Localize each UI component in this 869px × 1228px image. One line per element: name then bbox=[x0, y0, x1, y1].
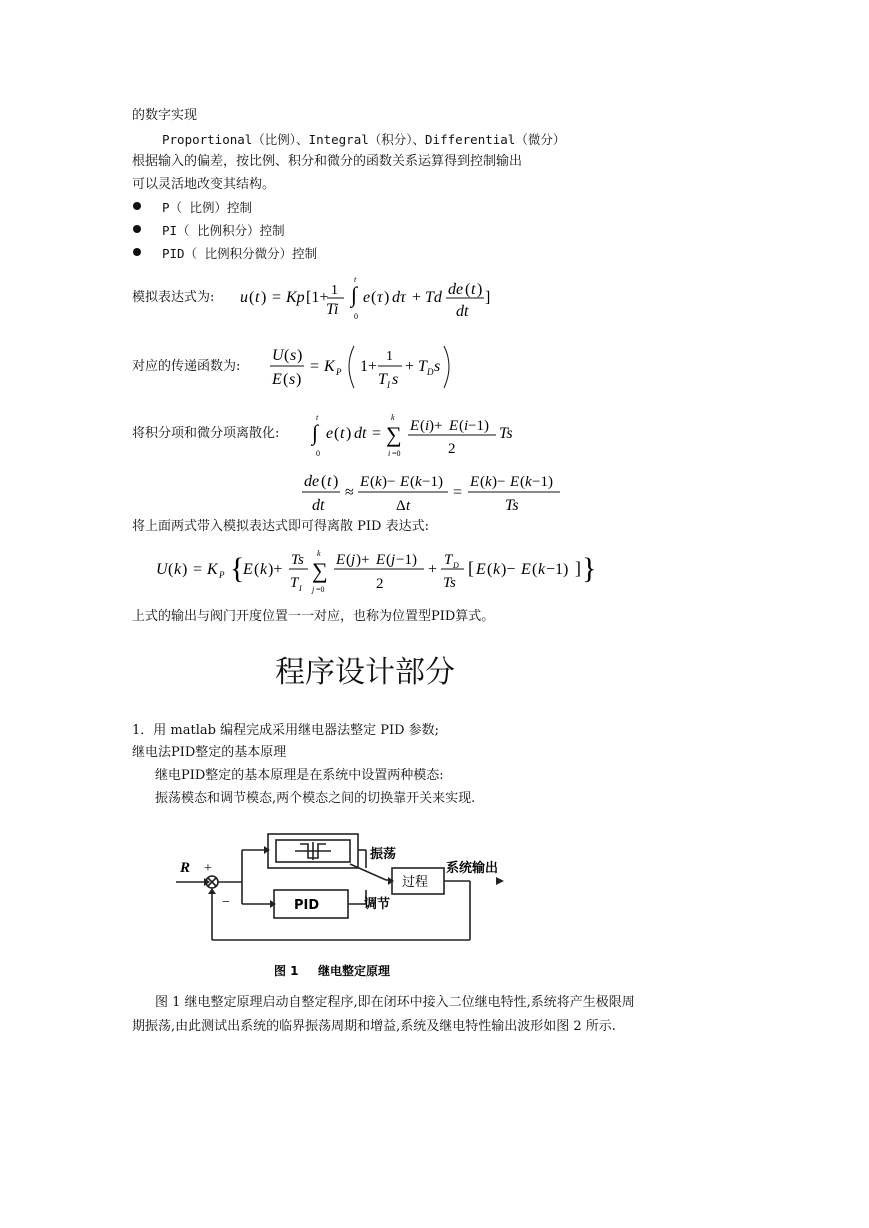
label-substitute: 将上面两式带入模拟表达式即可得离散 PID 表达式: bbox=[132, 519, 429, 534]
svg-text:=: = bbox=[310, 358, 320, 375]
svg-text:dt: dt bbox=[312, 497, 325, 514]
equation-analog bbox=[232, 272, 502, 324]
svg-text:−1): −1) bbox=[422, 474, 443, 490]
svg-text:(: ( bbox=[334, 425, 340, 442]
svg-text:=: = bbox=[453, 484, 463, 501]
svg-text:(: ( bbox=[254, 561, 260, 578]
section-line-4: 振荡模态和调节模态,两个模态之间的切换靠开关来实现. bbox=[155, 791, 476, 806]
equation-integral bbox=[306, 408, 536, 460]
svg-text:E: E bbox=[400, 474, 410, 490]
svg-text:j: j bbox=[312, 585, 315, 594]
svg-text:k: k bbox=[538, 561, 546, 578]
svg-text:(: ( bbox=[386, 552, 391, 568]
svg-text:dt: dt bbox=[354, 425, 367, 442]
svg-text:j: j bbox=[351, 552, 356, 568]
svg-text:)−: )− bbox=[382, 474, 396, 490]
label-discretize: 将积分项和微分项离散化: bbox=[132, 426, 280, 441]
svg-text:=: = bbox=[372, 425, 382, 442]
svg-text:t: t bbox=[340, 425, 345, 442]
svg-text:E: E bbox=[360, 474, 370, 490]
svg-text:): ) bbox=[296, 371, 302, 388]
svg-text:): ) bbox=[477, 281, 483, 298]
svg-text:D: D bbox=[427, 367, 434, 377]
svg-text:+: + bbox=[428, 561, 438, 578]
svg-text:T: T bbox=[418, 358, 427, 375]
svg-text:−1): −1) bbox=[396, 552, 417, 568]
svg-text:(: ( bbox=[532, 561, 538, 578]
equation-discrete-pid bbox=[150, 540, 610, 598]
svg-text:e: e bbox=[326, 425, 334, 442]
svg-text:Δ: Δ bbox=[396, 498, 406, 514]
svg-text:E: E bbox=[521, 561, 531, 578]
section-line-1: 1．用 matlab 编程完成采用继电器法整定 PID 参数; bbox=[132, 723, 440, 738]
figure-caption-number: 图 1 bbox=[274, 964, 299, 978]
svg-text:): ) bbox=[384, 289, 390, 306]
svg-text:U: U bbox=[156, 561, 168, 578]
process-block-label: 过程 bbox=[402, 875, 429, 890]
svg-text:0: 0 bbox=[316, 449, 320, 458]
equation-derivative bbox=[298, 468, 598, 518]
svg-text:E: E bbox=[272, 371, 282, 388]
equation-transfer bbox=[266, 338, 466, 394]
svg-text:}: } bbox=[582, 552, 597, 585]
svg-text:(: ( bbox=[487, 561, 493, 578]
svg-text:k: k bbox=[525, 474, 532, 490]
svg-text:Ts: Ts bbox=[291, 552, 304, 568]
svg-text:E: E bbox=[510, 474, 520, 490]
svg-text:E: E bbox=[243, 561, 253, 578]
label-analog: 模拟表达式为: bbox=[132, 290, 215, 305]
svg-text:k: k bbox=[317, 549, 321, 558]
svg-text:=: = bbox=[193, 561, 203, 578]
label-regulation: 调节 bbox=[364, 897, 391, 912]
svg-text:D: D bbox=[453, 561, 459, 570]
svg-text:(: ( bbox=[410, 474, 415, 490]
svg-text:t: t bbox=[255, 289, 260, 306]
svg-text:−1): −1) bbox=[546, 561, 569, 578]
svg-text:E: E bbox=[449, 418, 459, 434]
svg-text:E: E bbox=[470, 474, 480, 490]
svg-text:j: j bbox=[391, 552, 396, 568]
closing-line-1: 图 1 继电整定原理启动自整定程序,即在闭环中接入二位继电特性,系统将产生极限周 bbox=[155, 995, 635, 1010]
label-r: R bbox=[180, 860, 191, 876]
label-transfer: 对应的传递函数为: bbox=[132, 359, 241, 374]
svg-text:(: ( bbox=[321, 473, 327, 490]
section-line-3: 继电PID整定的基本原理是在系统中设置两种模态: bbox=[155, 768, 444, 783]
svg-text:(: ( bbox=[459, 418, 464, 434]
svg-text:I: I bbox=[387, 380, 390, 390]
svg-text:i: i bbox=[464, 418, 469, 434]
svg-text:]: ] bbox=[485, 289, 491, 306]
bullet-item-p: P（ 比例）控制 bbox=[162, 200, 253, 215]
svg-text:I: I bbox=[299, 584, 302, 593]
svg-text:i: i bbox=[425, 418, 430, 434]
svg-text:(: ( bbox=[465, 281, 471, 298]
bullet-dot bbox=[133, 225, 141, 233]
svg-text:−1): −1) bbox=[468, 418, 489, 434]
label-plus: + bbox=[204, 861, 212, 876]
svg-text:)+: )+ bbox=[268, 561, 283, 578]
svg-text:Ti: Ti bbox=[326, 301, 339, 318]
svg-text:t: t bbox=[471, 281, 476, 298]
svg-text:T: T bbox=[378, 371, 387, 388]
label-system-output: 系统输出 bbox=[446, 861, 499, 876]
relay-tuning-diagram bbox=[170, 828, 530, 988]
svg-text:1+: 1+ bbox=[360, 358, 378, 375]
svg-text:k: k bbox=[485, 474, 492, 490]
svg-text:)−: )− bbox=[492, 474, 506, 490]
bullet-item-pid: PID（ 比例积分微分）控制 bbox=[162, 246, 318, 261]
bullet-dot bbox=[133, 248, 141, 256]
svg-text:t: t bbox=[354, 275, 357, 284]
svg-text:(: ( bbox=[371, 289, 377, 306]
svg-text:(: ( bbox=[370, 474, 375, 490]
svg-text:(: ( bbox=[346, 552, 351, 568]
svg-text:)−: )− bbox=[501, 561, 516, 578]
svg-text:+: + bbox=[412, 289, 422, 306]
section-line-2: 继电法PID整定的基本原理 bbox=[132, 745, 287, 760]
svg-text:∫: ∫ bbox=[351, 282, 358, 307]
svg-text:u: u bbox=[240, 289, 248, 306]
svg-text:Td: Td bbox=[425, 289, 442, 306]
svg-text:s: s bbox=[434, 358, 441, 375]
label-position-pid: 上式的输出与阀门开度位置一一对应，也称为位置型PID算式。 bbox=[132, 609, 495, 624]
svg-text:1: 1 bbox=[386, 349, 393, 364]
figure-caption: 继电整定原理 bbox=[318, 964, 391, 978]
intro-line-1: 的数字实现 bbox=[132, 108, 198, 123]
svg-text:Ts: Ts bbox=[499, 425, 513, 442]
svg-text:t: t bbox=[316, 413, 319, 422]
svg-text:]: ] bbox=[575, 558, 581, 578]
svg-text:k: k bbox=[493, 561, 501, 578]
svg-text:de: de bbox=[304, 473, 320, 490]
svg-text:P: P bbox=[336, 367, 342, 377]
svg-text:E: E bbox=[376, 552, 386, 568]
svg-text:s: s bbox=[289, 371, 296, 388]
svg-text:Kp: Kp bbox=[286, 289, 305, 306]
svg-text:=0: =0 bbox=[392, 449, 401, 458]
svg-text:t: t bbox=[327, 473, 332, 490]
svg-text:k: k bbox=[174, 561, 182, 578]
svg-text:(: ( bbox=[249, 289, 255, 306]
svg-text:(: ( bbox=[520, 474, 525, 490]
closing-line-2: 期振荡,由此测试出系统的临界振荡周期和增益,系统及继电特性输出波形如图 2 所示. bbox=[132, 1019, 616, 1034]
svg-text:U: U bbox=[272, 347, 284, 364]
svg-text:P: P bbox=[219, 570, 225, 580]
section-heading: 程序设计部分 bbox=[275, 655, 455, 690]
svg-text:2: 2 bbox=[376, 576, 384, 592]
svg-text:K: K bbox=[207, 561, 218, 578]
svg-text:)+: )+ bbox=[356, 552, 370, 568]
svg-text:0: 0 bbox=[354, 312, 358, 321]
svg-text:k: k bbox=[415, 474, 422, 490]
svg-text:E: E bbox=[336, 552, 346, 568]
svg-text:−1): −1) bbox=[532, 474, 553, 490]
intro-line-3: 根据输入的偏差，按比例、积分和微分的函数关系运算得到控制输出 bbox=[132, 154, 523, 169]
svg-text:∑: ∑ bbox=[312, 558, 328, 583]
label-oscillation: 振荡 bbox=[370, 847, 397, 862]
svg-text:Ts: Ts bbox=[505, 497, 519, 514]
svg-text:T: T bbox=[444, 552, 453, 568]
svg-text:(: ( bbox=[284, 347, 290, 364]
svg-text:≈: ≈ bbox=[345, 484, 354, 501]
pid-block-label: PID bbox=[294, 898, 320, 913]
svg-text:): ) bbox=[261, 289, 267, 306]
svg-text:∑: ∑ bbox=[386, 422, 402, 447]
svg-text:): ) bbox=[346, 425, 352, 442]
svg-text:t: t bbox=[406, 498, 411, 514]
label-minus: − bbox=[222, 895, 230, 910]
svg-text:T: T bbox=[290, 575, 299, 591]
svg-text:τ: τ bbox=[377, 289, 383, 306]
svg-text:2: 2 bbox=[448, 441, 456, 457]
svg-text:+: + bbox=[405, 358, 415, 375]
svg-text:E: E bbox=[476, 561, 486, 578]
svg-text:(: ( bbox=[283, 371, 289, 388]
svg-text:dτ: dτ bbox=[392, 289, 406, 306]
svg-text:K: K bbox=[324, 358, 335, 375]
svg-text:=0: =0 bbox=[316, 585, 325, 594]
svg-text:1: 1 bbox=[331, 283, 338, 298]
svg-text:[: [ bbox=[468, 558, 474, 578]
bullet-dot bbox=[133, 202, 141, 210]
svg-text:=: = bbox=[272, 289, 282, 306]
svg-text:s: s bbox=[290, 347, 297, 364]
svg-text:)+: )+ bbox=[429, 418, 443, 434]
svg-text:de: de bbox=[448, 281, 464, 298]
svg-text:): ) bbox=[333, 473, 339, 490]
svg-text:[1+: [1+ bbox=[306, 289, 329, 306]
bullet-item-pi: PI（ 比例积分）控制 bbox=[162, 223, 285, 238]
svg-text:): ) bbox=[297, 347, 303, 364]
svg-text:{: { bbox=[230, 552, 245, 585]
svg-text:(: ( bbox=[168, 561, 174, 578]
svg-text:s: s bbox=[392, 371, 399, 388]
svg-text:(: ( bbox=[480, 474, 485, 490]
svg-text:Ts: Ts bbox=[443, 575, 456, 591]
svg-text:e: e bbox=[363, 289, 371, 306]
intro-line-4: 可以灵活地改变其结构。 bbox=[132, 177, 276, 192]
svg-text:k: k bbox=[391, 413, 395, 422]
svg-text:dt: dt bbox=[456, 303, 469, 320]
svg-text:E: E bbox=[410, 418, 420, 434]
svg-text:k: k bbox=[375, 474, 382, 490]
intro-line-2: Proportional（比例）、Integral（积分）、Differential（微分） bbox=[162, 132, 566, 147]
svg-text:k: k bbox=[260, 561, 268, 578]
svg-text:∫: ∫ bbox=[312, 420, 319, 445]
svg-text:(: ( bbox=[420, 418, 425, 434]
svg-text:i: i bbox=[388, 449, 391, 458]
svg-text:): ) bbox=[182, 561, 188, 578]
